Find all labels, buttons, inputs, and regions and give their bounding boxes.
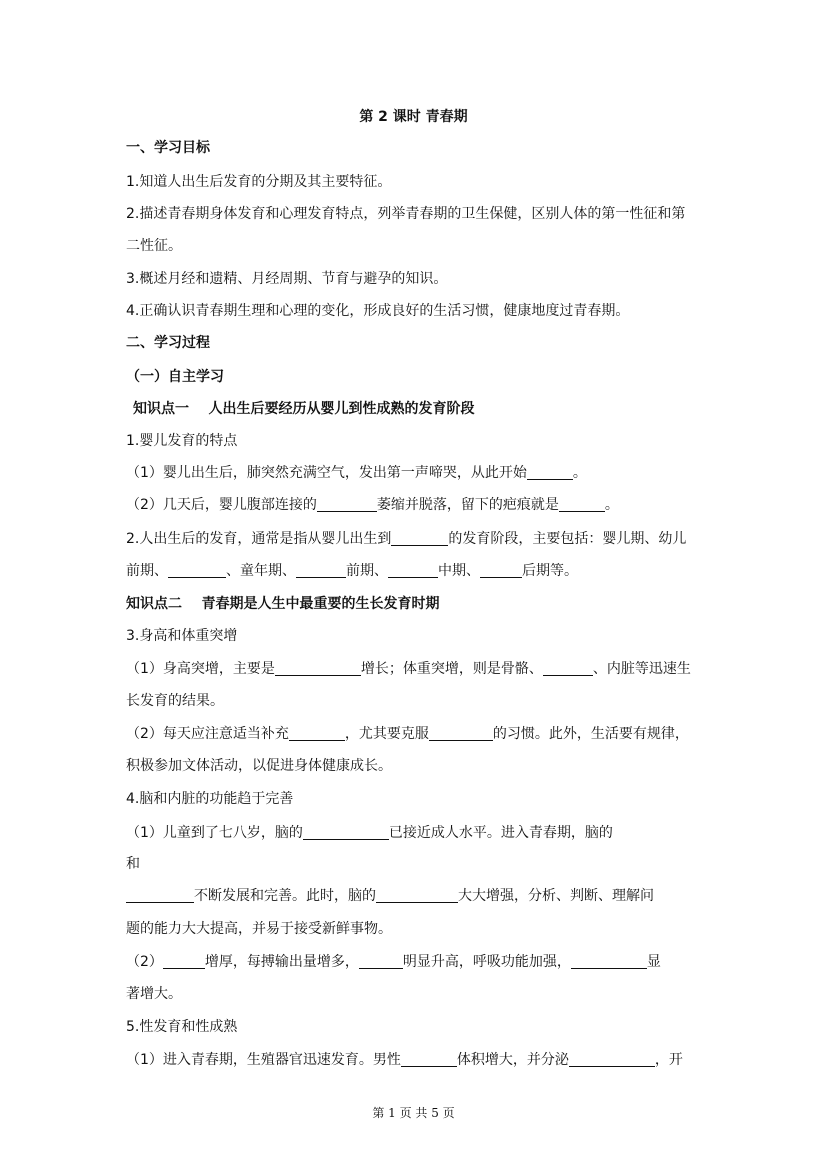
q3-part-2: （2）每天应注意适当补充 ，尤其要克服 的习惯。此外，生活要有规律，: [126, 726, 689, 742]
subsection-heading-self-study: （一）自主学习: [126, 369, 224, 385]
q5-heading: 5.性发育和性成熟: [126, 1019, 238, 1035]
goal-2-line-2: 二性征。: [126, 238, 182, 254]
q4-part-1-cont: 和: [126, 856, 140, 872]
answer-blank[interactable]: [527, 465, 573, 480]
q3-part-1-cont: 长发育的结果。: [126, 693, 224, 709]
q1-part-1: （1）婴儿出生后，肺突然充满空气，发出第一声啼哭，从此开始 。: [126, 465, 587, 481]
answer-blank[interactable]: [296, 563, 346, 578]
answer-blank[interactable]: [571, 954, 647, 969]
q2-line-1: 2.人出生后的发育，通常是指从婴儿出生到 的发育阶段，主要包括：婴儿期、幼儿: [126, 531, 687, 547]
q4-part-1-line-4: 题的能力大大提高，并易于接受新鲜事物。: [126, 921, 392, 937]
answer-blank[interactable]: [163, 954, 205, 969]
goal-2-line-1: 2.描述青春期身体发育和心理发育特点，列举青春期的卫生保健，区别人体的第一性征和第: [126, 206, 686, 222]
q4-part-2: （2） 增厚，每搏输出量增多， 明显升高，呼吸功能加强， 显: [126, 954, 661, 970]
answer-blank[interactable]: [359, 954, 403, 969]
answer-blank[interactable]: [376, 888, 458, 903]
q4-part-2-cont: 著增大。: [126, 986, 182, 1002]
answer-blank[interactable]: [289, 726, 345, 741]
answer-blank[interactable]: [391, 531, 448, 546]
q3-part-1: （1）身高突增，主要是 增长；体重突增，则是骨骼、 、内脏等迅速生: [126, 661, 691, 677]
q4-part-1-line-3: 不断发展和完善。此时，脑的 大大增强，分析、判断、理解问: [126, 887, 706, 905]
q2-line-2: 前期、 、童年期、 前期、 中期、 后期等。: [126, 563, 578, 579]
answer-blank[interactable]: [303, 825, 389, 840]
section-heading-goals: 一、学习目标: [126, 140, 210, 156]
q1-part-2: （2）几天后，婴儿腹部连接的 萎缩并脱落，留下的疤痕就是 。: [126, 497, 619, 513]
answer-blank[interactable]: [388, 563, 438, 578]
goal-1: 1.知道人出生后发育的分期及其主要特征。: [126, 174, 392, 190]
q5-part-1: （1）进入青春期，生殖器官迅速发育。男性 体积增大，并分泌 ，开: [126, 1052, 683, 1068]
answer-blank[interactable]: [317, 497, 377, 512]
q1-heading: 1.婴儿发育的特点: [126, 433, 238, 449]
answer-blank[interactable]: [401, 1052, 457, 1067]
q3-heading: 3.身高和体重突增: [126, 628, 238, 644]
answer-blank[interactable]: [543, 661, 593, 676]
q4-part-1: （1）儿童到了七八岁，脑的 已接近成人水平。进入青春期，脑的: [126, 825, 613, 841]
q4-heading: 4.脑和内脏的功能趋于完善: [126, 791, 294, 807]
answer-blank[interactable]: [480, 563, 522, 578]
page-title: 第 2 课时 青春期: [359, 109, 468, 125]
q3-part-2-cont: 积极参加文体活动，以促进身体健康成长。: [126, 758, 392, 774]
knowledge-point-1-heading: 知识点一 人出生后要经历从婴儿到性成熟的发育阶段: [133, 401, 475, 417]
answer-blank[interactable]: [429, 726, 493, 741]
goal-4: 4.正确认识青春期生理和心理的变化，形成良好的生活习惯，健康地度过青春期。: [126, 303, 630, 319]
knowledge-point-2-heading: 知识点二 青春期是人生中最重要的生长发育时期: [126, 596, 440, 612]
answer-blank[interactable]: [126, 888, 194, 903]
page-footer: 第 1 页 共 5 页: [372, 1106, 455, 1120]
answer-blank[interactable]: [275, 661, 361, 676]
answer-blank[interactable]: [569, 1052, 655, 1067]
section-heading-process: 二、学习过程: [126, 335, 210, 351]
answer-blank[interactable]: [559, 497, 605, 512]
goal-3: 3.概述月经和遗精、月经周期、节育与避孕的知识。: [126, 271, 448, 287]
answer-blank[interactable]: [168, 563, 226, 578]
